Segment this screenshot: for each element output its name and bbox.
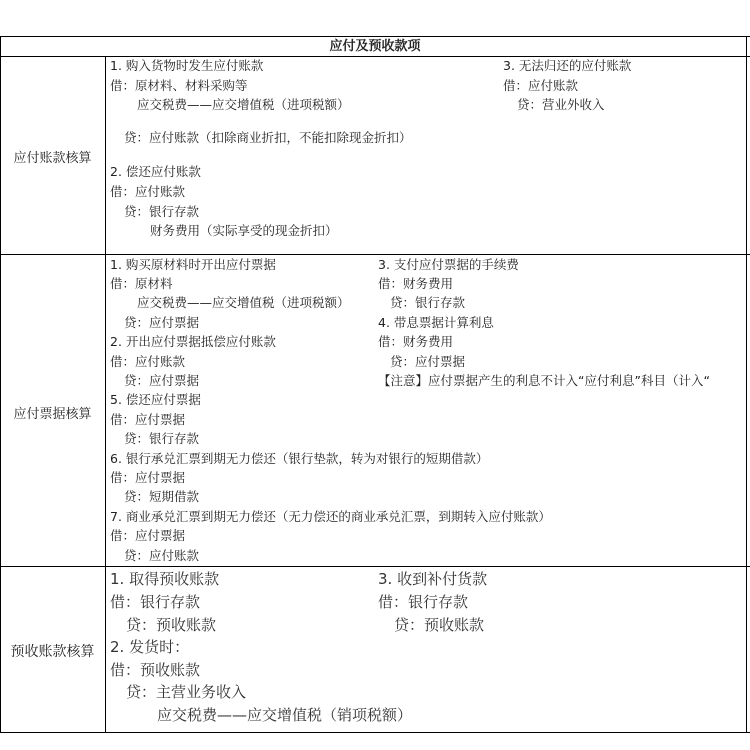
entry-line: 借：财务费用	[378, 334, 454, 349]
entry-line: 贷：预收账款	[394, 616, 485, 634]
row-label-advance-receipts: 预收账款核算	[10, 644, 95, 660]
table-border-left	[0, 36, 1, 733]
table-title: 应付及预收款项	[329, 39, 421, 54]
entry-line: 6. 银行承兑汇票到期无力偿还（银行垫款，转为对银行的短期借款）	[110, 451, 489, 466]
entry-line: 借：财务费用	[378, 276, 454, 291]
entry-line: 贷：应付账款	[124, 548, 200, 563]
entry-line: 应交税费——应交增值税（进项税额）	[137, 295, 350, 310]
entry-line: 2. 开出应付票据抵偿应付账款	[110, 334, 276, 349]
entry-line: 2. 发货时：	[110, 638, 190, 656]
row-divider	[0, 254, 750, 255]
entry-line: 贷：应付票据	[124, 315, 200, 330]
table-border-right	[746, 36, 747, 733]
entry-line: 3. 支付应付票据的手续费	[378, 257, 519, 272]
row-divider	[0, 566, 750, 567]
entry-line: 借：应付账款	[110, 354, 186, 369]
row-divider	[0, 56, 750, 57]
entry-line: 借：应付账款	[503, 78, 579, 93]
entry-line: 贷：主营业务收入	[126, 683, 247, 701]
entry-line: 财务费用（实际享受的现金折扣）	[150, 223, 338, 238]
entry-line: 4. 带息票据计算利息	[378, 315, 494, 330]
entry-line: 贷：银行存款	[124, 204, 200, 219]
entry-line: 1. 取得预收账款	[110, 570, 220, 588]
entry-line: 贷：银行存款	[124, 431, 200, 446]
entry-line: 3. 收到补付货款	[378, 570, 488, 588]
note-line: 【注意】应付票据产生的利息不计入“应付利息”科目（计入“	[378, 373, 710, 388]
entry-line: 应交税费——应交增值税（销项税额）	[157, 706, 413, 724]
entry-line: 贷：营业外收入	[517, 97, 605, 112]
entry-line: 贷：应付票据	[124, 373, 200, 388]
entry-line: 借：应付票据	[110, 470, 186, 485]
entry-line: 贷：银行存款	[390, 295, 466, 310]
entry-line: 7. 商业承兑汇票到期无力偿还（无力偿还的商业承兑汇票，到期转入应付账款）	[110, 509, 551, 524]
entry-line: 贷：短期借款	[124, 489, 200, 504]
entry-line: 借：应付账款	[110, 184, 186, 199]
table-border-bottom	[0, 732, 750, 733]
entry-line: 借：银行存款	[378, 593, 469, 611]
row-label-notes-payable: 应付票据核算	[13, 407, 92, 422]
entry-line: 2. 偿还应付账款	[110, 164, 201, 179]
column-divider	[105, 56, 106, 733]
entry-line: 贷：应付账款（扣除商业折扣，不能扣除现金折扣）	[124, 130, 412, 145]
table-border-top	[0, 36, 750, 37]
entry-line: 借：预收账款	[110, 661, 201, 679]
entry-line: 借：应付票据	[110, 412, 186, 427]
entry-line: 3. 无法归还的应付账款	[503, 58, 632, 73]
entry-line: 贷：预收账款	[126, 616, 217, 634]
entry-line: 应交税费——应交增值税（进项税额）	[137, 97, 350, 112]
entry-line: 借：应付票据	[110, 528, 186, 543]
entry-line: 1. 购入货物时发生应付账款	[110, 58, 264, 73]
entry-line: 借：银行存款	[110, 593, 201, 611]
entry-line: 贷：应付票据	[390, 354, 466, 369]
entry-line: 1. 购买原材料时开出应付票据	[110, 257, 276, 272]
entry-line: 借：原材料	[110, 276, 173, 291]
row-label-accounts-payable: 应付账款核算	[13, 151, 92, 166]
entry-line: 5. 偿还应付票据	[110, 392, 201, 407]
entry-line: 借：原材料、材料采购等	[110, 78, 248, 93]
